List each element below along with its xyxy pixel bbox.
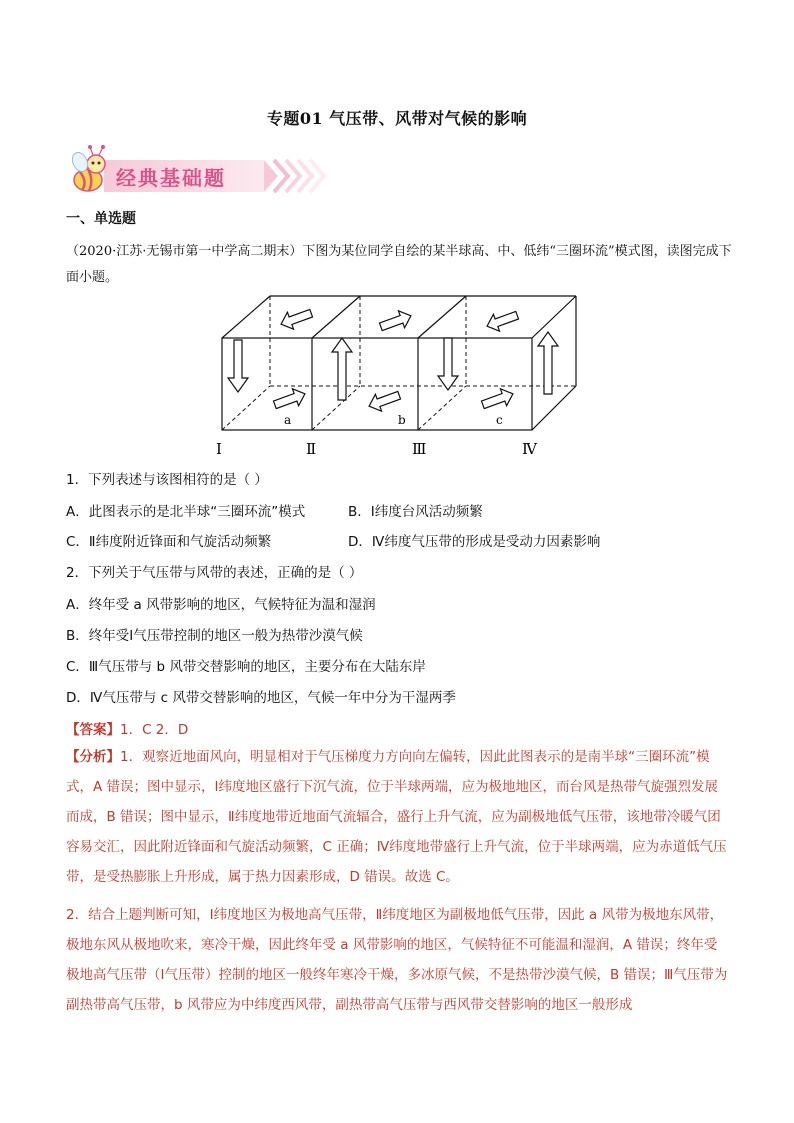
marker-I: Ⅰ	[216, 440, 222, 458]
q1-option-b: B．Ⅰ纬度台风活动频繁	[348, 504, 483, 520]
page-title: 专题01 气压带、风带对气候的影响	[266, 109, 528, 128]
answer-line	[66, 718, 188, 738]
three-cell-circulation-diagram	[210, 290, 590, 460]
analysis-paragraph-1	[66, 742, 730, 892]
q2-option-b: B．终年受Ⅰ气压带控制的地区一般为热带沙漠气候	[66, 628, 363, 644]
sinking-arrow-I	[228, 340, 248, 392]
q2-option-a: A．终年受 a 风带影响的地区，气候特征为温和湿润	[66, 597, 376, 613]
q1-option-a: A．此图表示的是北半球“三圈环流”模式	[66, 504, 306, 520]
analysis-text-1: 1．观察近地面风向，明显相对于气压梯度力方向向左偏转，因此此图表示的是南半球“三圈环流”模式，A 错误；图中显示，Ⅰ纬度地区盛行下沉气流，位于半球两端，应为极地地区，而台风是热带气旋强烈发展而成，B 错误；图中显示，Ⅱ纬度地带近地面气流辐合，盛行上升气流，应为副极地低气压带，该地带冷暖气团容易交汇，因此附近锋面和气旋活动频繁，C 正确；Ⅳ纬度地带盛行上升气流，位于半球两端，应为赤道低气压带，是受热膨胀上升形成，属于热力因素形成，D 错误。故选 C。	[66, 749, 727, 885]
analysis-paragraph-2	[66, 900, 730, 1020]
bee-icon	[69, 145, 105, 191]
question-intro: （2020·江苏·无锡市第一中学高二期末）下图为某位同学自绘的某半球高、中、低纬“三圈环流”模式图，读图完成下面小题。	[66, 244, 732, 285]
marker-II: Ⅱ	[306, 440, 317, 458]
wind-label-c: c	[496, 413, 503, 427]
banner-label: 经典基础题	[116, 166, 226, 190]
q2-option-d: D．Ⅳ气压带与 c 风带交替影响的地区，气候一年中分为干湿两季	[66, 690, 456, 706]
q1-option-c: C．Ⅱ纬度附近锋面和气旋活动频繁	[66, 534, 272, 550]
wind-label-a: a	[284, 413, 292, 427]
question-1-stem: 1．下列表述与该图相符的是（ ）	[66, 472, 268, 488]
wind-label-b: b	[398, 413, 406, 427]
question-2-stem: 2．下列关于气压带与风带的表述，正确的是（ ）	[66, 565, 363, 581]
rising-arrow-IV	[538, 332, 558, 394]
section-heading: 一、单选题	[66, 211, 136, 227]
q1-option-d: D．Ⅳ纬度气压带的形成是受动力因素影响	[348, 534, 601, 550]
analysis-text-2: 2．结合上题判断可知，Ⅰ纬度地区为极地高气压带，Ⅱ纬度地区为副极地低气压带，因此 a 风带为极地东风带，极地东风从极地吹来，寒冷干燥，因此终年受 a 风带影响的地区，气候特征不可能温和湿润，A 错误；终年受极地高气压带（Ⅰ气压带）控制的地区一般终年寒冷干燥，多冰原气候，不是热带沙漠气候，B 错误；Ⅲ气压带为副热带高气压带，b 风带应为中纬度西风带，副热带高气压带与西风带交替影响的地区一般形成	[66, 907, 728, 1013]
rising-arrow-II	[332, 338, 352, 400]
answer-text: 1．C 2．D	[120, 722, 189, 738]
sinking-arrow-III	[438, 338, 458, 390]
q2-option-c: C．Ⅲ气压带与 b 风带交替影响的地区，主要分布在大陆东岸	[66, 659, 426, 675]
marker-III: Ⅲ	[412, 440, 427, 458]
section-banner	[66, 142, 328, 196]
answer-tag: 【答案】	[66, 722, 120, 738]
analysis-tag: 【分析】	[66, 749, 120, 765]
marker-IV: Ⅳ	[522, 440, 537, 458]
